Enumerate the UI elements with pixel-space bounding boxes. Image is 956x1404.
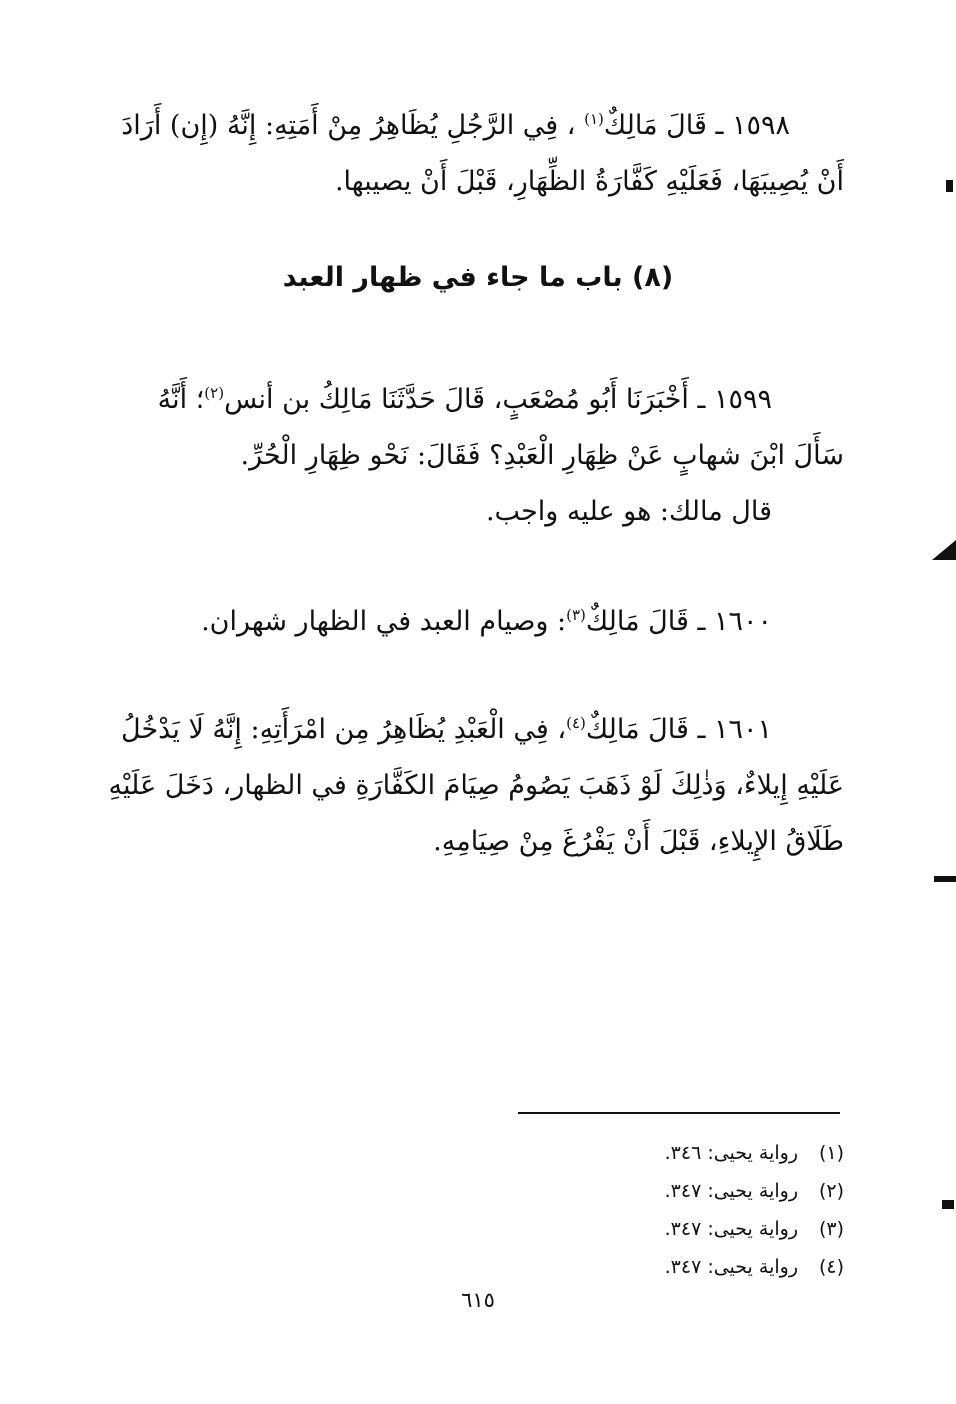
paragraph-text: ١٥٩٩ ـ أَخْبَرَنَا أَبُو مُصْعَبٍ، قَالَ حَدَّثَنَا مَالِكُ بن أنس — [224, 384, 772, 415]
paragraph-text: ١٦٠١ ـ قَالَ مَالِكٌ — [585, 714, 772, 745]
footnote — [504, 1172, 844, 1210]
paragraph-line: قال مالك: هو عليه واجب. — [485, 496, 772, 527]
paragraph-line: عَلَيْهِ إِيلاءٌ، وَذٰلِكَ لَوْ ذَهَبَ يَصُومُ صِيَامَ الكَفَّارَةِ في الظهار، دَخَلَ عَلَيْهِ — [108, 770, 844, 801]
footnote-ref: (٣) — [566, 606, 586, 624]
paragraph-text: : وصيام العبد في الظهار شهران. — [201, 606, 567, 637]
paragraph-text: ؛ أَنَّهُ — [157, 384, 205, 415]
paragraph-line: أَنْ يُصِيبَهَا، فَعَلَيْهِ كَفَّارَةُ الظِّهَارِ، قَبْلَ أَنْ يصيبها. — [334, 166, 844, 197]
paragraph-1600 — [132, 594, 844, 650]
paragraph-text: ، فِي الرَّجُلِ يُظَاهِرُ مِنْ أَمَتِهِ: إِنَّهُ (إِن) أَرَادَ — [121, 110, 576, 141]
scan-mark — [932, 540, 956, 560]
footnote-ref: (٤) — [566, 714, 586, 732]
footnote — [504, 1134, 844, 1172]
paragraph-text: ١٦٠٠ ـ قَالَ مَالِكٌ — [585, 606, 772, 637]
paragraph-1599 — [132, 372, 844, 540]
scan-mark — [934, 876, 956, 882]
paragraph-1598 — [121, 98, 844, 210]
paragraph-line: طَلَاقُ الإِيلاءِ، قَبْلَ أَنْ يَفْرُغَ مِنْ صِيَامِهِ. — [433, 826, 844, 857]
paragraph-line: سَأَلَ ابْنَ شهابٍ عَنْ ظِهَارِ الْعَبْدِ؟ فَقَالَ: نَحْو ظِهَارِ الْحُرِّ. — [240, 440, 844, 471]
scan-mark — [942, 1200, 954, 1209]
footnote-text: رواية يحيى: ٣٤٧. — [664, 1180, 798, 1202]
footnote — [504, 1248, 844, 1286]
paragraph-text: ، فِي الْعَبْدِ يُظَاهِرُ مِن امْرَأَتِهِ: إِنَّهُ لَا يَدْخُلُ — [121, 714, 567, 745]
footnote-number: (١) — [818, 1142, 844, 1164]
footnote-text: رواية يحيى: ٣٤٧. — [664, 1256, 798, 1278]
footnote-separator — [518, 1112, 840, 1114]
footnote-ref: (١) — [584, 110, 604, 128]
footnote-ref: (٢) — [204, 384, 225, 402]
page-number: ٦١٥ — [461, 1288, 495, 1312]
footnote — [504, 1210, 844, 1248]
paragraph-line — [121, 702, 844, 758]
scan-mark — [946, 180, 953, 192]
footnote-text: رواية يحيى: ٣٤٧. — [664, 1218, 798, 1240]
paragraph-line — [121, 98, 844, 154]
paragraph-1601 — [108, 702, 844, 870]
footnotes — [504, 1134, 844, 1286]
footnote-number: (٣) — [818, 1218, 844, 1240]
paragraph-text: ١٥٩٨ ـ قَالَ مَالِكٌ — [603, 110, 790, 141]
footnote-text: رواية يحيى: ٣٤٦. — [664, 1142, 798, 1164]
chapter-heading: (٨) باب ما جاء في ظهار العبد — [282, 262, 674, 293]
footnote-number: (٤) — [818, 1256, 844, 1278]
paragraph-line — [132, 594, 844, 650]
footnote-number: (٢) — [818, 1180, 844, 1202]
paragraph-line — [132, 372, 844, 428]
